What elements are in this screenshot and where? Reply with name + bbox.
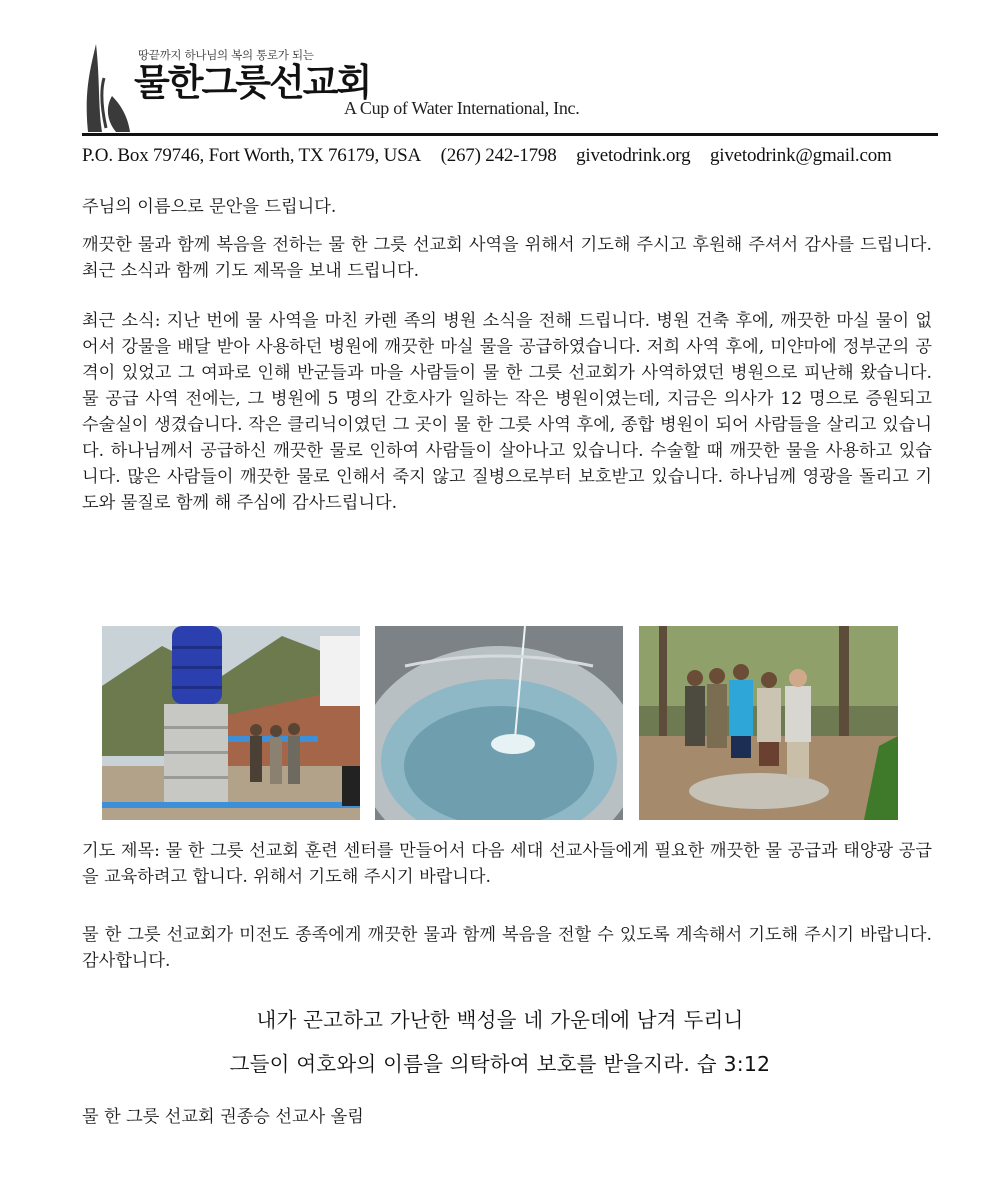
org-name-korean: 물한그릇선교회 xyxy=(134,61,371,104)
org-name-english: A Cup of Water International, Inc. xyxy=(344,98,580,118)
prayer-request-paragraph: 기도 제목: 물 한 그릇 선교회 훈련 센터를 만들어서 다음 세대 선교사들에게 필요한 깨끗한 물 공급과 태양광 공급을 교육하려고 합니다. 위해서 기도해 주시기 바랍니다. xyxy=(82,841,932,887)
photo-water-in-tank xyxy=(375,626,623,820)
photo-team-group xyxy=(639,626,898,820)
org-tagline: 땅끝까지 하나님의 복의 통로가 되는 xyxy=(138,48,314,62)
contact-website[interactable]: givetodrink.org xyxy=(576,145,691,166)
contact-address: P.O. Box 79746, Fort Worth, TX 76179, USA xyxy=(82,145,421,166)
photo-water-tank xyxy=(102,626,360,820)
contact-phone: (267) 242-1798 xyxy=(440,145,557,166)
scripture-line-2: 그들이 여호와의 이름을 의탁하여 보호를 받을지라. 습 3:12 xyxy=(229,1052,771,1076)
signature: 물 한 그릇 선교회 권종승 선교사 올림 xyxy=(82,1107,364,1127)
water-drop-logo-icon xyxy=(82,40,134,132)
thanks-paragraph: 깨끗한 물과 함께 복음을 전하는 물 한 그릇 선교회 사역을 위해서 기도해 주시고 후원해 주셔서 감사를 드립니다. 최근 소식과 함께 기도 제목을 보내 드립니다. xyxy=(82,235,932,281)
header-rule xyxy=(82,133,938,136)
greeting: 주님의 이름으로 문안을 드립니다. xyxy=(82,197,337,217)
contact-email[interactable]: givetodrink@gmail.com xyxy=(709,145,892,166)
contact-line xyxy=(82,145,942,167)
news-paragraph: 최근 소식: 지난 번에 물 사역을 마친 카렌 족의 병원 소식을 전해 드립니다. 병원 건축 후에, 깨끗한 마실 물이 없어서 강물을 배달 받아 사용하던 병원에 깨끗한 마실 물을 공급하였습니다. 저희 사역 후에, 미얀마에 정부군의 공격이 있었고 그 여파로 인해 반군들과 마을 사람들이 물 한 그릇 선교회가 사역하였던 병원으로 피난해 왔습니다. 물 공급 사역 전에는, 그 병원에 5 명의 간호사가 일하는 작은 병원이였는데, 지금은 의사가 12 명으로 증원되고 수술실이 생겼습니다. 작은 클리닉이였던 그 곳이 물 한 그릇 사역 후에, 종합 병원이 되어 사람들을 살리고 있습니다. 하나님께서 공급하신 깨끗한 물로 인하여 사람들이 살아나고 있습니다. 수술할 때 깨끗한 물을 사용하고 있습니다. 많은 사람들이 깨끗한 물로 인해서 죽지 않고 질병으로부터 보호받고 있습니다. 하나님께 영광을 돌리고 기도와 물질로 함께 해 주심에 감사드립니다. xyxy=(82,311,932,513)
closing-paragraph: 물 한 그릇 선교회가 미전도 종족에게 깨끗한 물과 함께 복음을 전할 수 있도록 계속해서 기도해 주시기 바랍니다. 감사합니다. xyxy=(82,925,932,971)
scripture-line-1: 내가 곤고하고 가난한 백성을 네 가운데에 남겨 두리니 xyxy=(256,1008,744,1032)
